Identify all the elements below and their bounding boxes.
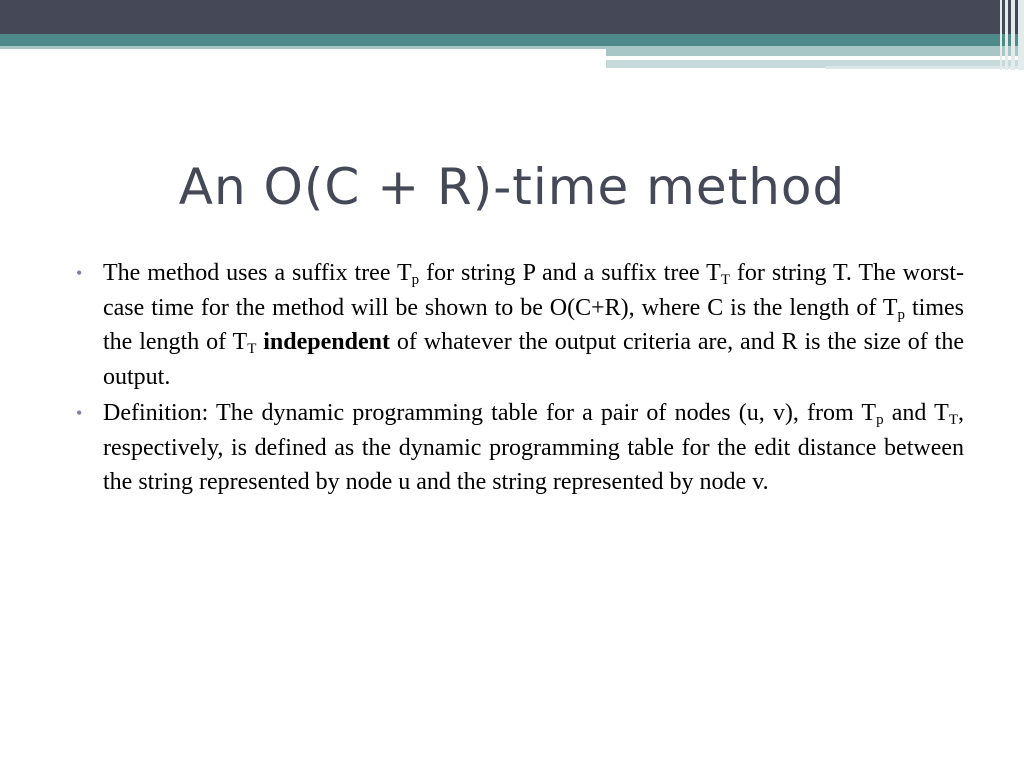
slide-body bbox=[76, 256, 964, 502]
subscript: p bbox=[876, 412, 884, 428]
subscript: T bbox=[720, 272, 730, 288]
banner-right-gap bbox=[606, 56, 948, 59]
bullet-item bbox=[76, 396, 964, 500]
subscript: T bbox=[948, 412, 958, 428]
banner-light-line bbox=[0, 46, 606, 49]
banner-teal-band bbox=[0, 34, 1024, 46]
bullet-text: for string P and a suffix tree T bbox=[419, 260, 721, 286]
subscript: T bbox=[247, 341, 257, 357]
bullet-text: times the length of T bbox=[103, 294, 965, 355]
subscript: p bbox=[411, 272, 420, 288]
bullet-item bbox=[76, 256, 964, 394]
bullet-text: , respectively, is defined as the dynamic programming table for the edit distance between the string represented by node u and the string represented by node v. bbox=[103, 400, 964, 495]
bullet-text: and T bbox=[883, 400, 949, 426]
banner-stripes bbox=[994, 0, 1024, 70]
bold-term: independent bbox=[263, 329, 390, 355]
slide-title: An O(C + R)-time method bbox=[178, 158, 846, 216]
bullet-dot: • bbox=[76, 403, 83, 423]
bullet-text: Definition: The dynamic programming table for a pair of nodes (u, v), from T bbox=[103, 400, 877, 426]
banner-right-band bbox=[606, 46, 1024, 56]
bullet-text: of whatever the output criteria are, and R is the size of the output. bbox=[103, 329, 964, 390]
banner-dark-band bbox=[0, 0, 1024, 34]
subscript: p bbox=[897, 306, 906, 323]
bullet-text: for string T. The worst-case time for the method will be shown to be O(C+R), where C is the length of T bbox=[103, 260, 964, 321]
bullet-text: The method uses a suffix tree T bbox=[103, 260, 412, 286]
bullet-dot: • bbox=[76, 263, 83, 283]
